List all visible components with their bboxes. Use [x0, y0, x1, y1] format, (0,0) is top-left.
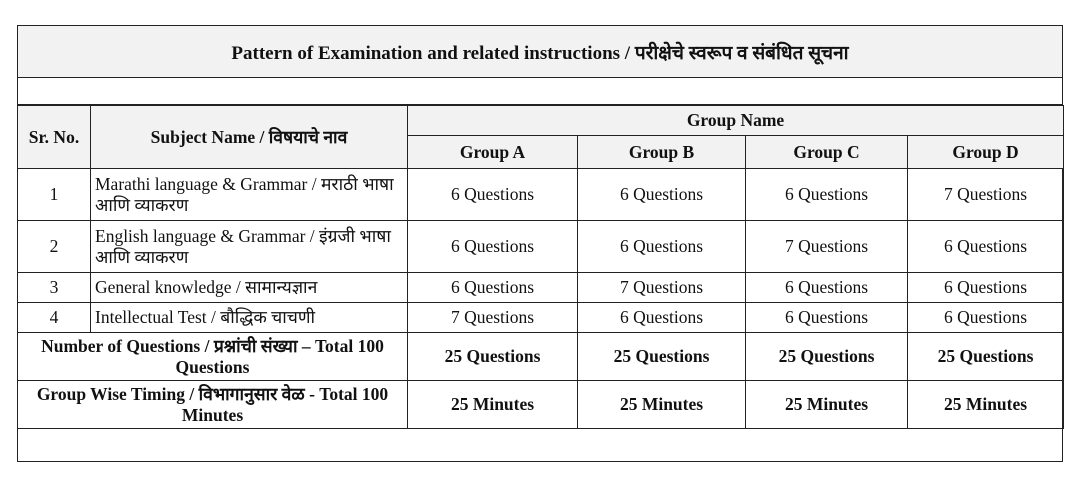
- value-cell: 6 Questions: [908, 221, 1064, 273]
- value-cell: 6 Questions: [578, 303, 746, 333]
- header-subject: Subject Name / विषयाचे नाव: [91, 106, 408, 169]
- value-cell: 6 Questions: [746, 273, 908, 303]
- subject-cell: English language & Grammar / इंग्रजी भाषा आणि व्याकरण: [91, 221, 408, 273]
- value-cell: 6 Questions: [408, 221, 578, 273]
- sr-cell: 4: [18, 303, 91, 333]
- sr-cell: 3: [18, 273, 91, 303]
- header-group-b: Group B: [578, 136, 746, 169]
- sr-cell: 2: [18, 221, 91, 273]
- table-row: [18, 221, 1064, 273]
- header-group-c: Group C: [746, 136, 908, 169]
- totals-cell: 25 Questions: [408, 333, 578, 381]
- timing-cell: 25 Minutes: [578, 381, 746, 429]
- value-cell: 7 Questions: [578, 273, 746, 303]
- value-cell: 7 Questions: [408, 303, 578, 333]
- header-sr-no: Sr. No.: [18, 106, 91, 169]
- subject-cell: General knowledge / सामान्यज्ञान: [91, 273, 408, 303]
- header-group-name: Group Name: [408, 106, 1064, 136]
- bottom-blank-row: [18, 431, 1062, 461]
- timing-cell: 25 Minutes: [408, 381, 578, 429]
- value-cell: 6 Questions: [578, 221, 746, 273]
- table-row: [18, 169, 1064, 221]
- table-row: [18, 303, 1064, 333]
- timing-label: Group Wise Timing / विभागानुसार वेळ - Total 100 Minutes: [18, 381, 408, 429]
- timing-cell: 25 Minutes: [746, 381, 908, 429]
- value-cell: 7 Questions: [908, 169, 1064, 221]
- table-row: [18, 273, 1064, 303]
- subject-cell: Intellectual Test / बौद्धिक चाचणी: [91, 303, 408, 333]
- value-cell: 6 Questions: [408, 273, 578, 303]
- header-group-a: Group A: [408, 136, 578, 169]
- value-cell: 7 Questions: [746, 221, 908, 273]
- value-cell: 6 Questions: [908, 273, 1064, 303]
- totals-cell: 25 Questions: [908, 333, 1064, 381]
- value-cell: 6 Questions: [408, 169, 578, 221]
- totals-cell: 25 Questions: [746, 333, 908, 381]
- exam-pattern-table: [17, 105, 1064, 429]
- subject-cell: Marathi language & Grammar / मराठी भाषा आणि व्याकरण: [91, 169, 408, 221]
- totals-label: Number of Questions / प्रश्नांची संख्या – Total 100 Questions: [18, 333, 408, 381]
- totals-row: [18, 333, 1064, 381]
- value-cell: 6 Questions: [746, 169, 908, 221]
- totals-cell: 25 Questions: [578, 333, 746, 381]
- sr-cell: 1: [18, 169, 91, 221]
- header-group-d: Group D: [908, 136, 1064, 169]
- value-cell: 6 Questions: [746, 303, 908, 333]
- exam-pattern-frame: [17, 25, 1063, 462]
- value-cell: 6 Questions: [908, 303, 1064, 333]
- timing-row: [18, 381, 1064, 429]
- value-cell: 6 Questions: [578, 169, 746, 221]
- timing-cell: 25 Minutes: [908, 381, 1064, 429]
- table-title: Pattern of Examination and related instructions / परीक्षेचे स्वरूप व संबंधित सूचना: [18, 26, 1062, 78]
- blank-row: [18, 78, 1062, 105]
